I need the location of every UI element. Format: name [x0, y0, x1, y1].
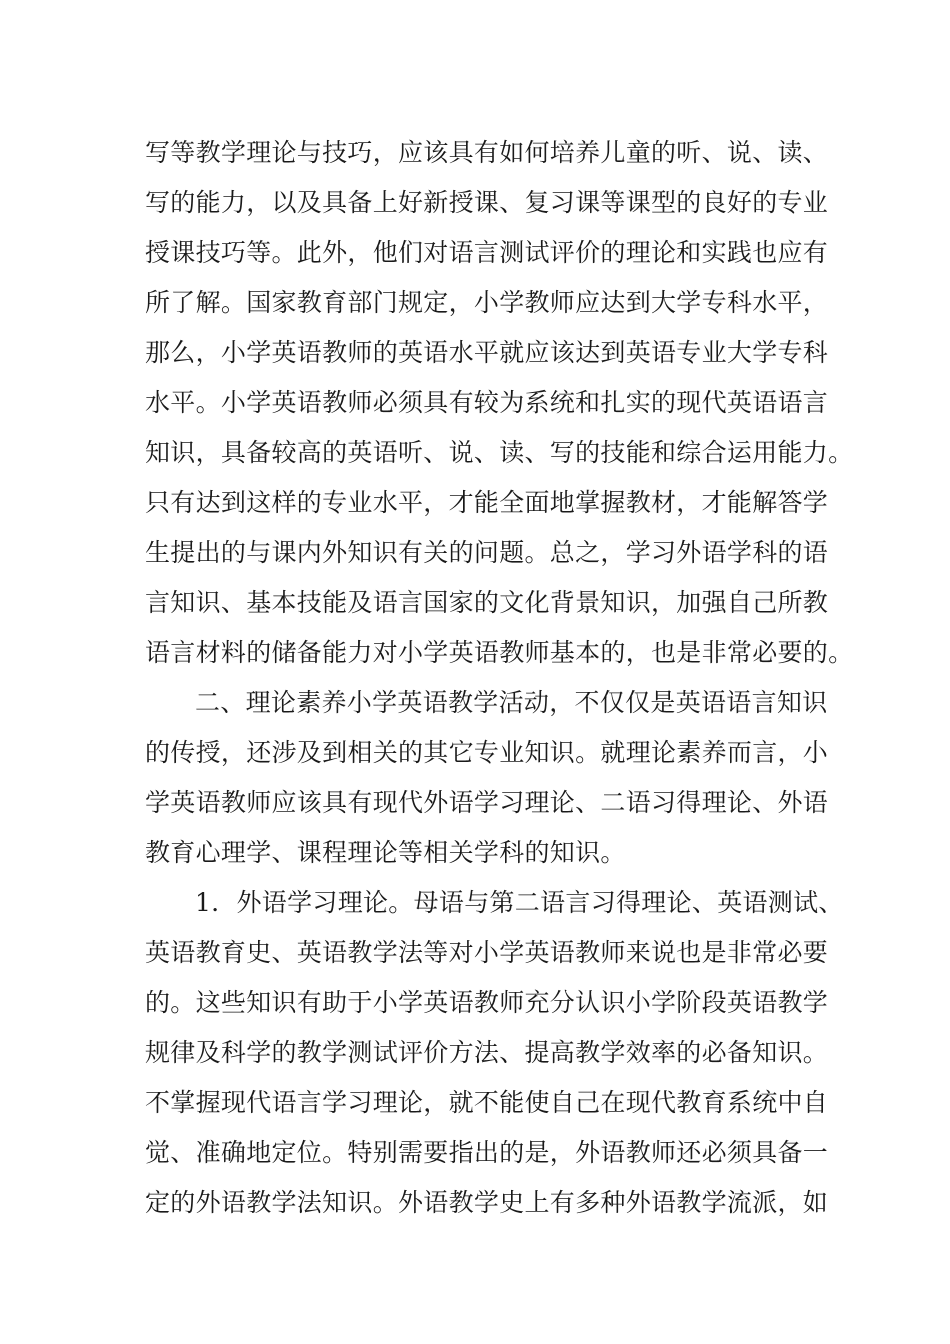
- text-line: 语言材料的储备能力对小学英语教师基本的，也是非常必要的。: [145, 638, 854, 667]
- subsection-heading-line: 1．外语学习理论。母语与第二语言习得理论、英语测试、: [195, 888, 844, 917]
- text-line: 写等教学理论与技巧，应该具有如何培养儿童的听、说、读、: [145, 138, 829, 167]
- text-line: 不掌握现代语言学习理论，就不能使自己在现代教育系统中自: [145, 1088, 829, 1117]
- text-line: 生提出的与课内外知识有关的问题。总之，学习外语学科的语: [145, 538, 829, 567]
- text-line: 言知识、基本技能及语言国家的文化背景知识，加强自己所教: [145, 588, 829, 617]
- body-text: [145, 128, 854, 1228]
- text-line: 觉、准确地定位。特别需要指出的是，外语教师还必须具备一: [145, 1138, 829, 1167]
- text-line: 那么，小学英语教师的英语水平就应该达到英语专业大学专科: [145, 338, 829, 367]
- text-line: 英语教育史、英语教学法等对小学英语教师来说也是非常必要: [145, 938, 829, 967]
- section-heading-line: 二、理论素养小学英语教学活动，不仅仅是英语语言知识: [195, 688, 828, 717]
- text-line: 只有达到这样的专业水平，才能全面地掌握教材，才能解答学: [145, 488, 829, 517]
- text-line: 的。这些知识有助于小学英语教师充分认识小学阶段英语教学: [145, 988, 829, 1017]
- text-line: 的传授，还涉及到相关的其它专业知识。就理论素养而言，小: [145, 738, 829, 767]
- text-line: 所了解。国家教育部门规定，小学教师应达到大学专科水平，: [145, 288, 829, 317]
- text-line: 写的能力，以及具备上好新授课、复习课等课型的良好的专业: [145, 188, 829, 217]
- text-line: 水平。小学英语教师必须具有较为系统和扎实的现代英语语言: [145, 388, 829, 417]
- text-line: 教育心理学、课程理论等相关学科的知识。: [145, 838, 626, 867]
- text-line: 规律及科学的教学测试评价方法、提高教学效率的必备知识。: [145, 1038, 829, 1067]
- text-line: 定的外语教学法知识。外语教学史上有多种外语教学流派，如: [145, 1188, 829, 1217]
- text-line: 学英语教师应该具有现代外语学习理论、二语习得理论、外语: [145, 788, 829, 817]
- text-line: 授课技巧等。此外，他们对语言测试评价的理论和实践也应有: [145, 238, 829, 267]
- text-line: 知识，具备较高的英语听、说、读、写的技能和综合运用能力。: [145, 438, 854, 467]
